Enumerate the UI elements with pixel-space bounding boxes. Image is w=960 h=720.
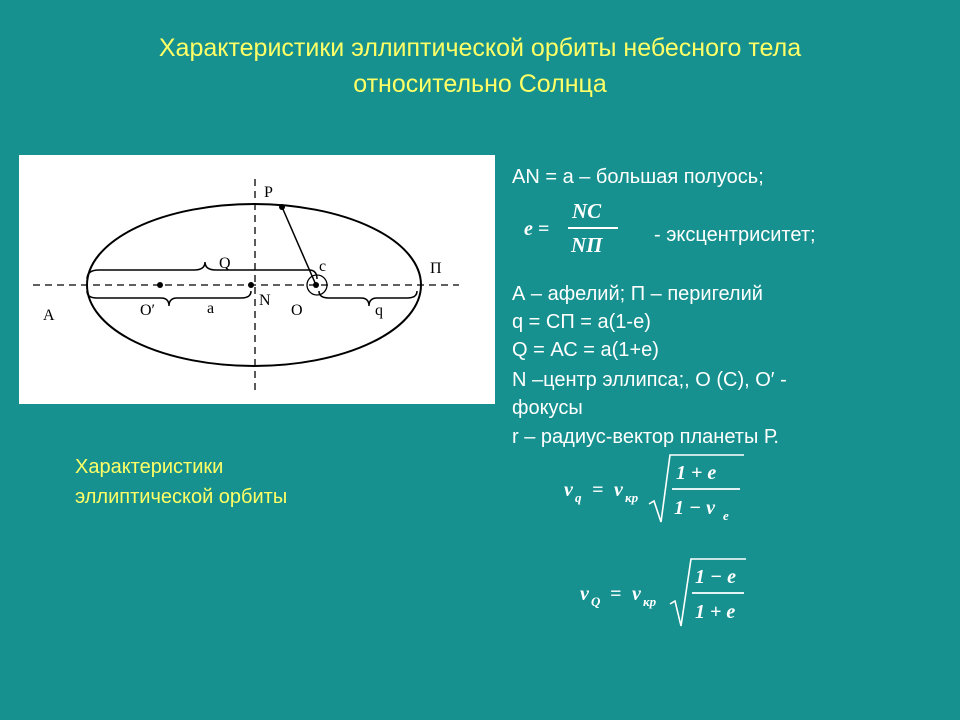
svg-text:v: v: [632, 583, 641, 605]
svg-text:Q: Q: [591, 594, 601, 609]
svg-text:v: v: [564, 479, 573, 501]
label-o-prime: O′: [140, 302, 156, 319]
label-aphelion-a: A: [43, 307, 55, 324]
eccentricity-label: - эксцентриситет;: [654, 224, 816, 246]
label-n: N: [259, 292, 271, 309]
svg-text:кр: кр: [643, 594, 657, 609]
text-line-foci: фокусы: [512, 397, 583, 419]
brace-q-lower: [319, 291, 417, 306]
label-a: a: [207, 300, 215, 317]
text-line-q-small: q = СП = а(1-е): [512, 311, 651, 333]
text-line-q-big: Q = АС = а(1+е): [512, 339, 659, 361]
svg-text:=: =: [610, 583, 622, 605]
semi-major-axis-text: AN = a – большая полуось;: [512, 166, 764, 188]
svg-text:NC: NC: [572, 199, 602, 223]
svg-text:=: =: [592, 479, 604, 501]
label-perihelion-pi: П: [430, 260, 442, 277]
label-small-q: q: [375, 302, 383, 319]
text-line-center: N –центр эллипса;, О (С), О′ -: [512, 369, 787, 391]
brace-a: [87, 291, 251, 306]
svg-text:NП: NП: [571, 233, 603, 257]
svg-text:1 − v: 1 − v: [674, 497, 715, 519]
planet-p-dot: [279, 204, 285, 210]
label-planet-p: P: [264, 184, 273, 201]
label-o: O: [291, 302, 303, 319]
orbit-diagram: [19, 155, 495, 404]
svg-text:q: q: [575, 490, 582, 505]
svg-text:1 + e: 1 + e: [676, 462, 717, 484]
eccentricity-formula: [524, 194, 624, 260]
svg-text:v: v: [614, 479, 623, 501]
focus-o-prime-dot: [157, 282, 163, 288]
label-c: c: [319, 258, 327, 275]
vq-formula: [562, 452, 752, 528]
brace-q-upper: [87, 262, 317, 279]
text-line-aphelion: А – афелий; П – перигелий: [512, 283, 763, 305]
svg-text:v: v: [580, 583, 589, 605]
focus-o-dot: [313, 282, 319, 288]
center-n-dot: [248, 282, 254, 288]
svg-text:e =: e =: [524, 218, 550, 240]
svg-text:1 + e: 1 + e: [695, 601, 736, 623]
svg-text:кр: кр: [625, 490, 639, 505]
vQ-formula: [578, 556, 758, 632]
text-line-radius-vector: r – радиус-вектор планеты Р.: [512, 426, 779, 448]
slide-title-line-2: относительно Солнца: [353, 70, 607, 98]
radius-vector: [282, 207, 316, 285]
label-big-q: Q: [219, 255, 231, 272]
caption: [75, 452, 287, 512]
svg-text:e: e: [723, 508, 729, 523]
slide-title-line-1: Характеристики эллиптической орбиты небесного тела: [158, 34, 802, 62]
caption-line-2: эллиптической орбиты: [75, 486, 288, 508]
caption-line-1: Характеристики: [75, 456, 224, 478]
svg-text:1 − e: 1 − e: [695, 566, 736, 588]
